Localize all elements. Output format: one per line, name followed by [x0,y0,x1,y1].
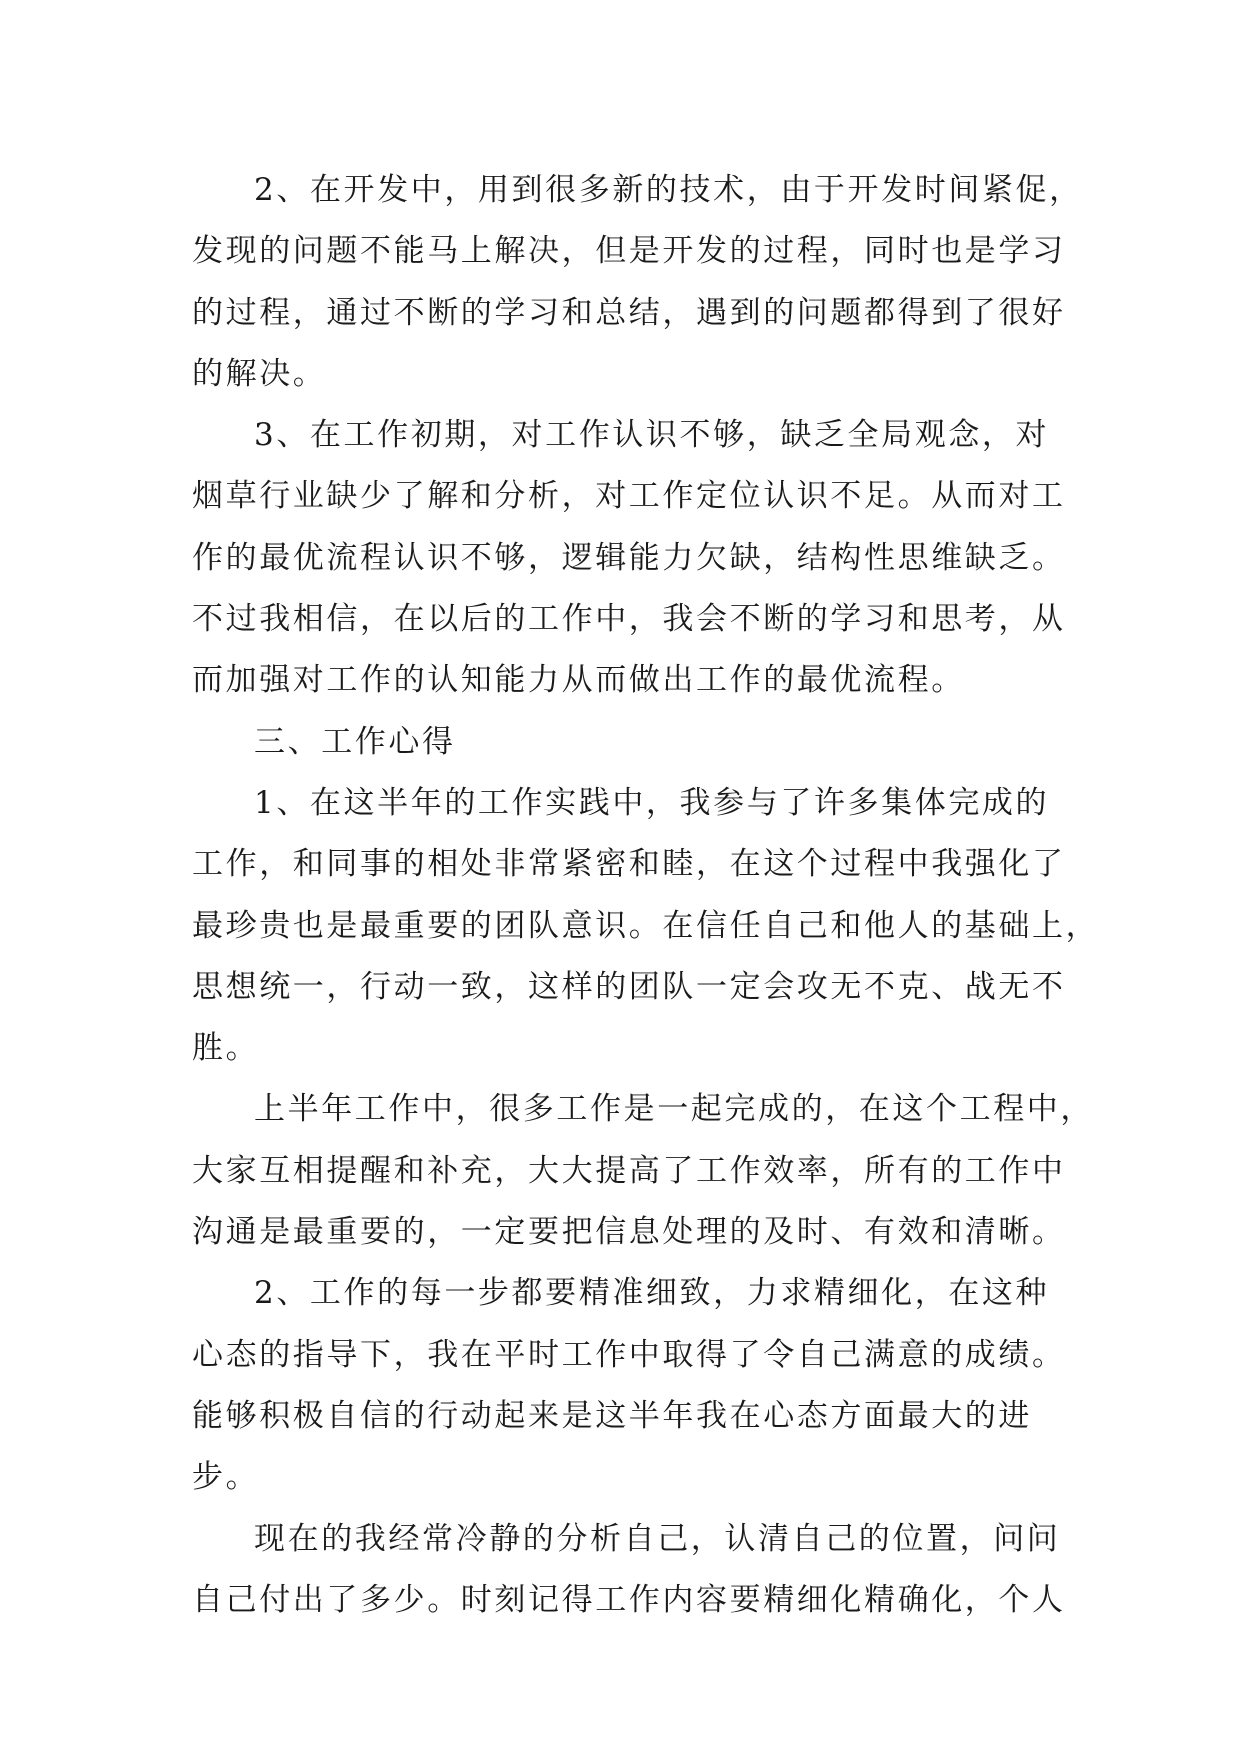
section-heading-work-insights [192,712,1054,773]
text-line: 自己付出了多少。时刻记得工作内容要精细化精确化，个人 [192,1581,1066,1618]
text-line: 不过我相信，在以后的工作中，我会不断的学习和思考，从 [192,601,1066,638]
text-line: 而加强对工作的认知能力从而做出工作的最优流程。 [192,662,965,699]
text-line: 最珍贵也是最重要的团队意识。在信任自己和他人的基础上， [192,907,1100,944]
text-line: 2、工作的每一步都要精准细致，力求精细化，在这种 [254,1275,1050,1312]
document-body [192,160,1100,1631]
text-line: 2、在开发中，用到很多新的技术，由于开发时间紧促， [254,172,1083,208]
text-line: 沟通是最重要的，一定要把信息处理的及时、有效和清晰。 [192,1214,1066,1251]
text-line: 上半年工作中，很多工作是一起完成的，在这个工程中， [254,1091,1094,1128]
text-line: 发现的问题不能马上解决，但是开发的过程，同时也是学习 [192,233,1066,270]
text-line: 胜。 [192,1030,260,1067]
text-line: 1、在这半年的工作实践中，我参与了许多集体完成的 [254,784,1050,821]
paragraph-dev-new-tech [192,160,1083,405]
paragraph-communication [192,1079,1094,1263]
text-line: 作的最优流程认识不够，逻辑能力欠缺，结构性思维缺乏。 [192,539,1066,576]
text-line: 烟草行业缺少了解和分析，对工作定位认识不足。从而对工 [192,478,1066,515]
heading-text: 三、工作心得 [254,723,456,760]
text-line: 的解决。 [192,355,327,392]
text-line: 现在的我经常冷静的分析自己，认清自己的位置，问问 [254,1520,1061,1557]
text-line: 3、在工作初期，对工作认识不够，缺乏全局观念，对 [254,417,1050,454]
text-line: 思想统一，行动一致，这样的团队一定会攻无不克、战无不 [192,968,1066,1005]
text-line: 步。 [192,1459,260,1496]
paragraph-self-reflection [192,1509,1066,1632]
text-line: 的过程，通过不断的学习和总结，遇到的问题都得到了很好 [192,294,1066,331]
paragraph-precision [192,1263,1066,1508]
text-line: 心态的指导下，我在平时工作中取得了令自己满意的成绩。 [192,1336,1066,1373]
text-line: 工作，和同事的相处非常紧密和睦，在这个过程中我强化了 [192,846,1066,883]
paragraph-teamwork [192,773,1100,1079]
text-line: 大家互相提醒和补充，大大提高了工作效率，所有的工作中 [192,1152,1066,1189]
text-line: 能够积极自信的行动起来是这半年我在心态方面最大的进 [192,1397,1032,1434]
paragraph-early-work [192,405,1066,711]
